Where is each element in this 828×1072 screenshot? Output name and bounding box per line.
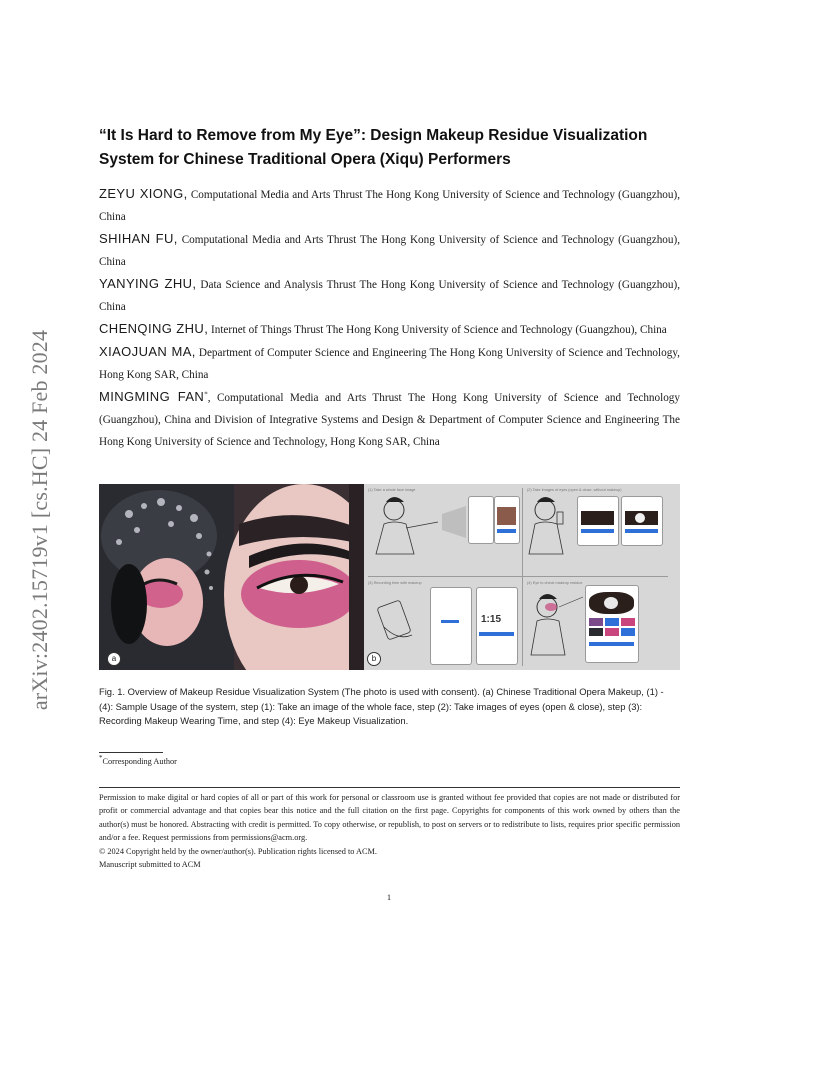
permission-text: Permission to make digital or hard copies of all or part of this work for personal or classroom use is granted without fee provided that copies are not made or distributed for profit or commercial advantage and that copies bear this notice and the full citation on the first page. Copyrights for components of this work owned by others than the author(s) must be honored. Abstracting with credit is permitted. To copy otherwise, or republish, to post on servers or to redistribute to lists, requires prior specific permission and/or a fee. Request permissions from permissions@acm.org. (99, 793, 680, 843)
author-list (99, 183, 680, 453)
manuscript-line: Manuscript submitted to ACM (99, 860, 201, 870)
footnote-rule (99, 752, 163, 753)
author-affiliation: , Computational Media and Arts Thrust The Hong Kong University of Science and Technology (Guangzhou), China and Division of Integrative Systems and Design & Department of Computer Science and Engineering The Hong Kong University of Science and Technology, Hong Kong SAR, China (99, 392, 680, 448)
figure-caption: Fig. 1. Overview of Makeup Residue Visualization System (The photo is used with consent). (a) Chinese Traditional Opera Makeup, (1) - (4): Sample Usage of the system, step (1): Take an image of the whole face, step (2): Take images of eyes (open & close), step (3): Recording Makeup Wearing Time, and step (4): Eye Makeup Visualization. (99, 686, 664, 726)
title-line-1: “It Is Hard to Remove from My Eye”: Design Makeup Residue Visualization (99, 127, 648, 144)
step-4 (523, 577, 669, 670)
step-caption: (4) Eye to check makeup residue (527, 581, 583, 585)
author-entry (99, 183, 680, 228)
opera-makeup-illustration (99, 484, 364, 670)
author-entry (99, 228, 680, 273)
page-number: 1 (386, 892, 392, 902)
step-3 (364, 577, 522, 670)
phone-mock (468, 496, 494, 544)
author-entry (99, 318, 680, 341)
author-entry (99, 386, 680, 453)
title-line-2: System for Chinese Traditional Opera (Xiqu) Performers (99, 151, 511, 168)
author-name: MINGMING FAN (99, 389, 205, 404)
author-affiliation: Computational Media and Arts Thrust The Hong Kong University of Science and Technology (Guangzhou), China (99, 189, 680, 223)
author-name: YANYING ZHU, (99, 276, 197, 291)
author-affiliation: Data Science and Analysis Thrust The Hong Kong University of Science and Technology (Guangzhou), China (99, 279, 681, 313)
footnote (99, 754, 177, 766)
author-affiliation: Department of Computer Science and Engineering The Hong Kong University of Science and Technology, Hong Kong SAR, China (99, 347, 680, 381)
author-affiliation: Internet of Things Thrust The Hong Kong University of Science and Technology (Guangzhou), China (211, 324, 667, 336)
step-caption: (3) Recording time with makeup (368, 581, 422, 585)
figure-1 (99, 484, 680, 670)
permission-rule (99, 787, 680, 788)
phone-mock (476, 587, 518, 665)
footnote-text: Corresponding Author (102, 757, 177, 766)
system-usage-panel (364, 484, 680, 670)
step-caption: (2) Take images of eyes (open & close, without makeup) (527, 488, 622, 492)
phone-mock (585, 585, 639, 663)
author-name: CHENQING ZHU, (99, 321, 209, 336)
step-2 (523, 484, 669, 576)
phone-mock (621, 496, 663, 546)
paper-title (99, 124, 699, 172)
label-b: b (367, 652, 381, 666)
author-name: XIAOJUAN MA, (99, 344, 196, 359)
step-caption: (1) Take a whole face image (368, 488, 416, 492)
phone-mock (494, 496, 520, 544)
phone-mock (430, 587, 472, 665)
footnote-mark: * (99, 754, 103, 763)
copyright-line: © 2024 Copyright held by the owner/author(s). Publication rights licensed to ACM. (99, 846, 377, 856)
phone-mock (577, 496, 619, 546)
arxiv-stamp (27, 285, 53, 755)
author-entry (99, 273, 680, 318)
recording-timer: 1:15 (481, 614, 502, 625)
arxiv-id: arXiv:2402.15719v1 [cs.HC] 24 Feb 2024 (27, 329, 52, 711)
author-entry (99, 341, 680, 386)
author-affiliation: Computational Media and Arts Thrust The Hong Kong University of Science and Technology (Guangzhou), China (99, 234, 680, 268)
step-1 (364, 484, 522, 576)
author-name: SHIHAN FU, (99, 231, 178, 246)
author-name: ZEYU XIONG, (99, 186, 188, 201)
opera-makeup-photo (99, 484, 364, 670)
permission-block (99, 791, 680, 871)
corresponding-mark: * (204, 390, 208, 399)
label-a: a (107, 652, 121, 666)
